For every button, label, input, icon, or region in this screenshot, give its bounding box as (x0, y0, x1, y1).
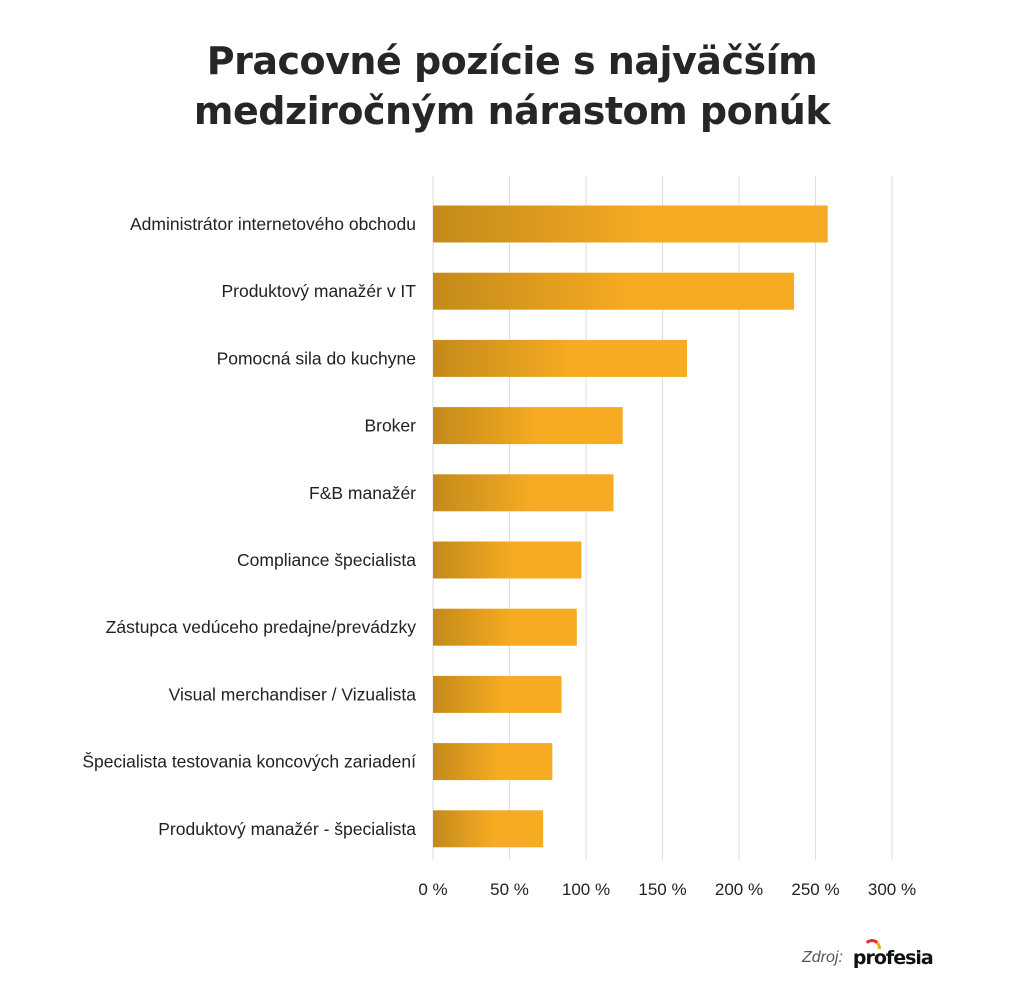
category-label: Produktový manažér - špecialista (158, 818, 416, 839)
x-tick-label: 50 % (490, 880, 529, 899)
logo-text: profesia (852, 947, 933, 969)
bars (433, 206, 828, 848)
bar (433, 273, 794, 310)
bar (433, 542, 581, 579)
category-label: Produktový manažér v IT (221, 281, 416, 302)
category-label: Pomocná sila do kuchyne (216, 348, 416, 369)
chart-title-line-2: medziročným nárastom ponúk (193, 89, 831, 133)
bar (433, 810, 543, 847)
bar (433, 676, 562, 713)
bar (433, 206, 828, 243)
bar (433, 743, 552, 780)
bar (433, 340, 687, 377)
category-label: Compliance špecialista (237, 550, 416, 570)
x-tick-label: 250 % (791, 880, 840, 899)
x-tick-label: 300 % (867, 880, 917, 899)
category-label: Administrátor internetového obchodu (129, 214, 416, 234)
category-label: Zástupca vedúceho predajne/prevádzky (105, 617, 416, 638)
x-tick-label: 100 % (561, 880, 611, 899)
x-tick-label: 150 % (638, 880, 687, 899)
bar (433, 474, 614, 511)
x-tick-label: 0 % (418, 880, 448, 899)
source-attribution (802, 944, 933, 972)
chart-title-line-1: Pracovné pozície s najväčším (206, 39, 818, 83)
bar (433, 407, 623, 444)
bar (433, 609, 577, 646)
category-label: Visual merchandiser / Vizualista (168, 684, 416, 705)
category-label: F&B manažér (309, 482, 416, 503)
profesia-logo[interactable] (853, 947, 933, 969)
x-tick-labels (418, 880, 916, 899)
category-label: Broker (364, 415, 416, 436)
category-label: Špecialista testovania koncových zariadení (82, 751, 416, 772)
x-tick-label: 200 % (714, 880, 764, 899)
category-labels (82, 214, 416, 839)
source-label: Zdroj: (802, 949, 843, 966)
